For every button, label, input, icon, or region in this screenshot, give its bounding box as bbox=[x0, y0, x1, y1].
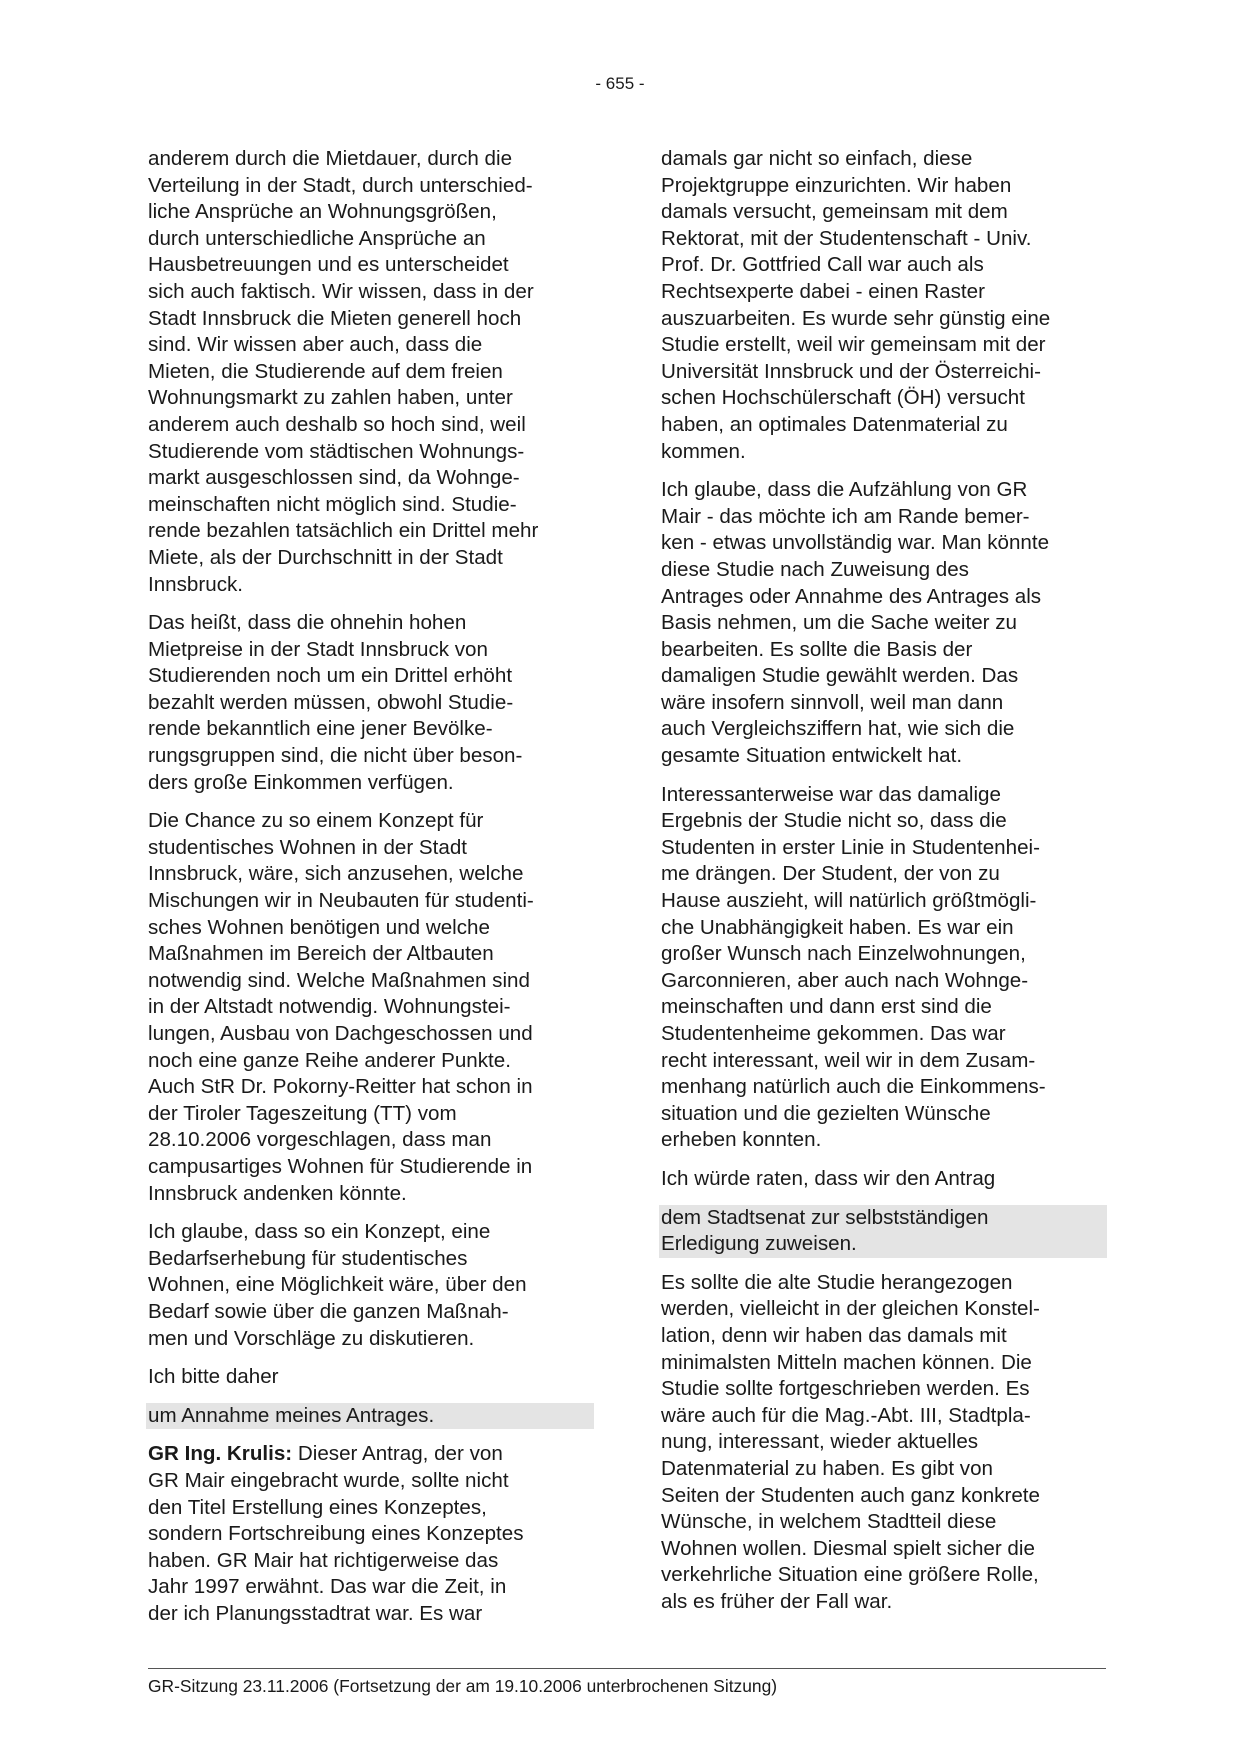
paragraph: anderem durch die Mietdauer, durch die Verteilung in der Stadt, durch unterschied- liche Ansprüche an Wohnungsgrößen, durch unterschiedliche Ansprüche an Hausbetreuungen und es unterscheidet sich auch faktisch. Wir wissen, dass in der Stadt Innsbruck die Mieten generell hoch sind. Wir wissen aber auch, dass die Mieten, die Studierende auf dem freien Wohnungsmarkt zu zahlen haben, unter anderem auch deshalb so hoch sind, weil Studierende vom städtischen Wohnungs- markt ausgeschlossen sind, da Wohnge- meinschaften nicht möglich sind. Studie- rende bezahlen tatsächlich ein Drittel mehr Miete, als der Durchschnitt in der Stadt Innsbruck. bbox=[148, 147, 539, 596]
paragraph: Ich würde raten, dass wir den Antrag bbox=[661, 1166, 996, 1190]
page-footer: GR-Sitzung 23.11.2006 (Fortsetzung der am 19.10.2006 unterbrochenen Sitzung) bbox=[148, 1676, 778, 1696]
paragraph: Interessanterweise war das damalige Ergebnis der Studie nicht so, dass die Studenten in erster Linie in Studentenhei- me drängen. Der Student, der von zu Hause auszieht, will natürlich größtmögli- che Unabhängigkeit haben. Es war ein großer Wunsch nach Einzelwohnungen, Garconnieren, aber auch nach Wohnge- meinschaften und dann erst sind die Studentenheime gekommen. Das war recht interessant, weil wir in dem Zusam- menhang natürlich auch die Einkommens- situation und die gezielten Wünsche erheben konnten. bbox=[661, 782, 1046, 1152]
page-number: - 655 - bbox=[595, 74, 645, 93]
footer-divider bbox=[148, 1668, 1106, 1669]
speaker-name: GR Ing. Krulis: bbox=[148, 1442, 293, 1466]
paragraph: Ich bitte daher bbox=[148, 1365, 279, 1389]
paragraph: Das heißt, dass die ohnehin hohen Mietpreise in der Stadt Innsbruck von Studierenden noch um ein Drittel erhöht bezahlt werden müssen, obwohl Studie- rende bekanntlich eine jener Bevölke- rungsgruppen sind, die nicht über beson- ders große Einkommen verfügen. bbox=[148, 611, 523, 794]
right-column bbox=[661, 146, 1107, 1627]
paragraph: Die Chance zu so einem Konzept für studentisches Wohnen in der Stadt Innsbruck, wäre, sich anzusehen, welche Mischungen wir in Neubauten für studenti- sches Wohnen benötigen und welche Maßnahmen im Bereich der Altbauten notwendig sind. Welche Maßnahmen sind in der Altstadt notwendig. Wohnungstei- lungen, Ausbau von Dachgeschossen und noch eine ganze Reihe anderer Punkte. Auch StR Dr. Pokorny-Reitter hat schon in der Tiroler Tageszeitung (TT) vom 28.10.2006 vorgeschlagen, dass man campusartiges Wohnen für Studierende in Innsbruck andenken könnte. bbox=[148, 809, 534, 1205]
motion-highlight: um Annahme meines Antrages. bbox=[146, 1403, 594, 1430]
left-column bbox=[148, 146, 594, 1639]
speaker-paragraph bbox=[148, 1441, 594, 1627]
speaker-text: Dieser Antrag, der von GR Mair eingebracht wurde, sollte nicht den Titel Erstellung eines Konzeptes, sondern Fortschreibung eines Konzeptes haben. GR Mair hat richtigerweise das Jahr 1997 erwähnt. Das war die Zeit, in der ich Planungsstadtrat war. Es war bbox=[148, 1442, 524, 1625]
paragraph: Ich glaube, dass die Aufzählung von GR Mair - das möchte ich am Rande bemer- ken - etwas unvollständig war. Man könnte diese Studie nach Zuweisung des Antrages oder Annahme des Antrages als Basis nehmen, um die Sache weiter zu bearbeiten. Es sollte die Basis der damaligen Studie gewählt werden. Das wäre insofern sinnvoll, weil man dann auch Vergleichsziffern hat, wie sich die gesamte Situation entwickelt hat. bbox=[661, 478, 1050, 768]
paragraph: damals gar nicht so einfach, diese Projektgruppe einzurichten. Wir haben damals versucht, gemeinsam mit dem Rektorat, mit der Studentenschaft - Univ. Prof. Dr. Gottfried Call war auch als Rechtsexperte dabei - einen Raster auszuarbeiten. Es wurde sehr günstig eine Studie erstellt, weil wir gemeinsam mit der Universität Innsbruck und der Österreichi- schen Hochschülerschaft (ÖH) versucht haben, an optimales Datenmaterial zu kommen. bbox=[661, 147, 1051, 463]
paragraph: Ich glaube, dass so ein Konzept, eine Bedarfserhebung für studentisches Wohnen, eine Möglichkeit wäre, über den Bedarf sowie über die ganzen Maßnah- men und Vorschläge zu diskutieren. bbox=[148, 1220, 527, 1350]
motion-highlight: dem Stadtsenat zur selbstständigen Erledigung zuweisen. bbox=[659, 1205, 1107, 1258]
paragraph: Es sollte die alte Studie herangezogen werden, vielleicht in der gleichen Konstel- lation, denn wir haben das damals mit minimalsten Mitteln machen können. Die Studie sollte fortgeschrieben werden. Es wäre auch für die Mag.-Abt. III, Stadtpla- nung, interessant, wieder aktuelles Datenmaterial zu haben. Es gibt von Seiten der Studenten auch ganz konkrete Wünsche, in welchem Stadtteil diese Wohnen wollen. Diesmal spielt sicher die verkehrliche Situation eine größere Rolle, als es früher der Fall war. bbox=[661, 1270, 1040, 1613]
